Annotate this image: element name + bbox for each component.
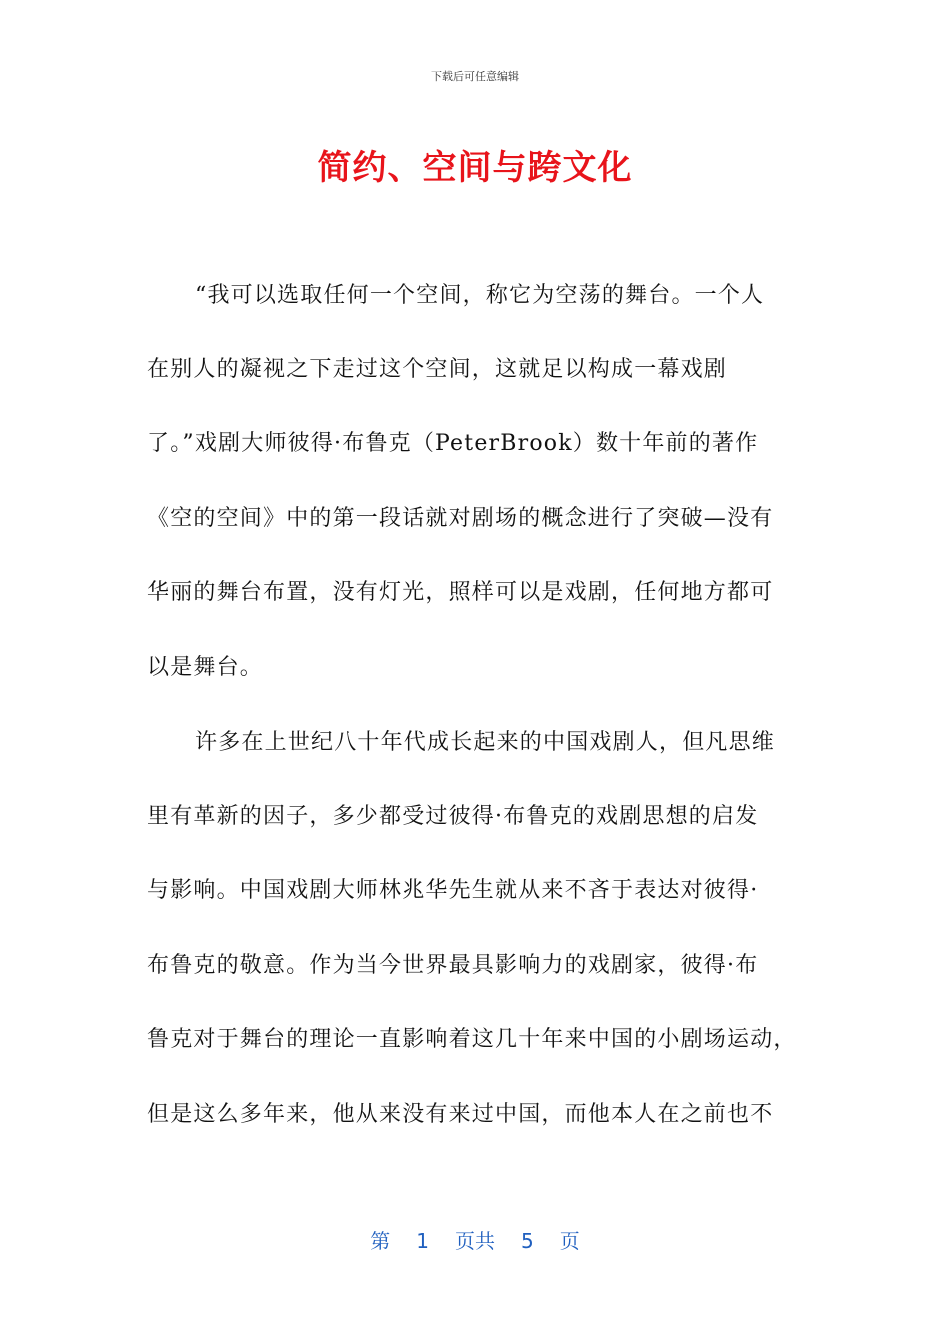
paragraph-line: 与影响。中国戏剧大师林兆华先生就从来不吝于表达对彼得· bbox=[147, 878, 759, 903]
page-suffix: 页 bbox=[559, 1229, 580, 1253]
paragraph-line: 鲁克对于舞台的理论一直影响着这几十年来中国的小剧场运动， bbox=[147, 1027, 797, 1052]
paragraph-line: 许多在上世纪八十年代成长起来的中国戏剧人，但凡思维 bbox=[195, 730, 776, 755]
paragraph-line: 华丽的舞台布置，没有灯光，照样可以是戏剧，任何地方都可 bbox=[147, 580, 774, 605]
header-note: 下载后可任意编辑 bbox=[431, 70, 519, 83]
paragraph-line: 但是这么多年来，他从来没有来过中国，而他本人在之前也不 bbox=[147, 1102, 774, 1127]
page-footer bbox=[0, 1225, 950, 1254]
page-total: 5 bbox=[521, 1229, 534, 1253]
paragraph-line: 布鲁克的敬意。作为当今世界最具影响力的戏剧家，彼得·布 bbox=[147, 953, 759, 978]
paragraph-line: 了。”戏剧大师彼得·布鲁克（PeterBrook）数十年前的著作 bbox=[147, 431, 759, 456]
page-current: 1 bbox=[416, 1229, 429, 1253]
paragraph-line: 以是舞台。 bbox=[147, 655, 264, 680]
paragraph-line: “我可以选取任何一个空间，称它为空荡的舞台。一个人 bbox=[195, 283, 765, 308]
page-middle: 页共 bbox=[455, 1229, 495, 1253]
paragraph-line: 里有革新的因子，多少都受过彼得·布鲁克的戏剧思想的启发 bbox=[147, 804, 759, 829]
paragraph-line: 在别人的凝视之下走过这个空间，这就足以构成一幕戏剧 bbox=[147, 357, 728, 382]
paragraph-line: 《空的空间》中的第一段话就对剧场的概念进行了突破—没有 bbox=[147, 506, 774, 531]
page-prefix: 第 bbox=[370, 1229, 391, 1253]
document-title: 简约、空间与跨文化 bbox=[317, 148, 633, 188]
